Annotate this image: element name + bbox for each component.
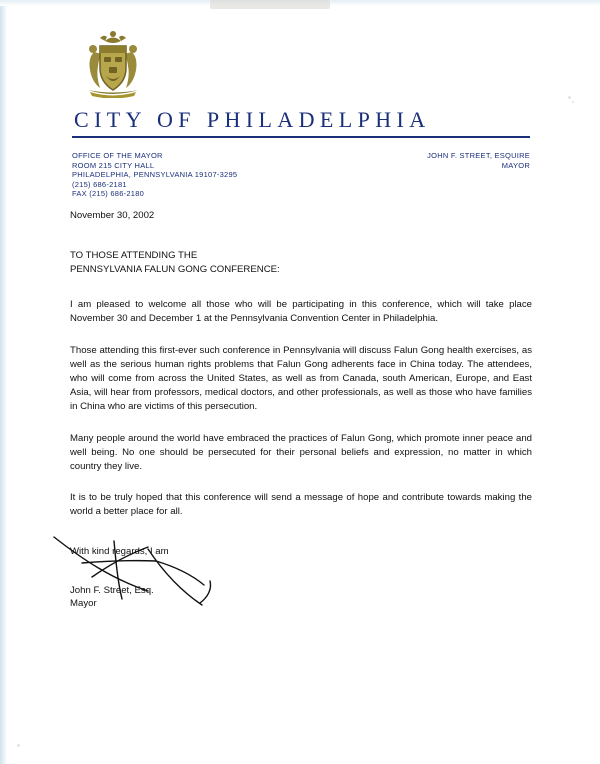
address-line: FAX (215) 686-2180	[72, 189, 145, 198]
letter-paragraph: I am pleased to welcome all those who will be participating in this conference, which will take place November 30 and December 1 at the Pennsylvania Convention Center in Philadelphia.	[70, 299, 532, 325]
address-line: (215) 686-2181	[72, 179, 127, 189]
signer-title: Mayor	[70, 598, 97, 609]
address-line: ROOM 215 CITY HALL	[72, 160, 155, 170]
letter-paragraph: It is to be truly hoped that this conference will send a message of hope and contribute towards making the world a better place for all.	[70, 492, 532, 518]
letter-salutation	[70, 249, 532, 276]
address-line: OFFICE OF THE MAYOR	[72, 151, 163, 160]
letterhead-title: CITY OF PHILADELPHIA	[74, 107, 431, 132]
letterhead-divider	[72, 136, 530, 138]
mayor-identity-block	[427, 151, 530, 171]
letter-date: November 30, 2002	[70, 210, 155, 221]
scan-smudge	[210, 0, 330, 9]
letter-closing: With kind regards, I am	[70, 545, 169, 557]
signer-name: John F. Street, Esq.	[70, 585, 154, 596]
scan-speck	[572, 101, 574, 103]
city-seal-icon	[78, 28, 148, 98]
letter-body	[70, 209, 532, 559]
mayor-title: MAYOR	[501, 161, 530, 170]
scan-edge-left	[0, 0, 7, 764]
scan-speck	[17, 744, 20, 747]
address-line: PHILADELPHIA, PENNSYLVANIA 19107-3295	[72, 170, 238, 179]
mayor-name: JOHN F. STREET, ESQUIRE	[427, 151, 530, 160]
scan-speck	[568, 96, 571, 99]
letter-paragraph: Those attending this first-ever such conference in Pennsylvania will discuss Falun Gong health exercises, as well as the serious human rights problems that Falun Gong adherents face in China today. The attendees, who will come from across the United States, as well as from Canada, south American, Europe, and East Asia, will hear from professors, medical doctors, and other professionals, as well as those who have families in China who are victims of this persecution.	[70, 344, 532, 413]
office-address-block	[72, 151, 237, 199]
signature-name-block	[70, 584, 154, 610]
salutation-line: PENNSYLVANIA FALUN GONG CONFERENCE:	[70, 263, 280, 275]
letter-paragraph: Many people around the world have embraced the practices of Falun Gong, which promote inner peace and well being. No one should be persecuted for their personal beliefs and expression, no matter in which country they live.	[70, 432, 532, 473]
salutation-line: TO THOSE ATTENDING THE	[70, 250, 198, 262]
